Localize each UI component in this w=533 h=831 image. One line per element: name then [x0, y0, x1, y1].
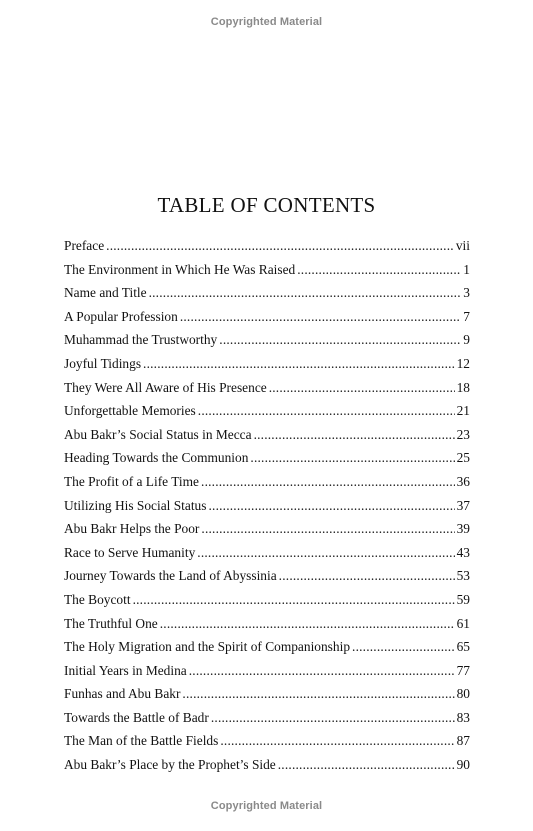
- copyright-watermark-top: Copyrighted Material: [210, 16, 323, 28]
- toc-dot-leader: [106, 238, 454, 254]
- toc-entry-page: 36: [456, 473, 470, 489]
- toc-entry-title: The Truthful One: [64, 615, 158, 631]
- toc-entry-page: 7: [463, 308, 470, 324]
- toc-entry-page: 90: [456, 757, 470, 773]
- toc-entry-title: The Holy Migration and the Spirit of Companionship: [64, 639, 351, 655]
- toc-entry-title: The Boycott: [64, 591, 131, 607]
- toc-entry-page: 65: [456, 639, 470, 655]
- toc-entry: [64, 498, 470, 522]
- toc-entry-title: Muhammad the Trustworthy: [64, 332, 218, 348]
- toc-dot-leader: [211, 710, 455, 726]
- toc-entry-title: Unforgettable Memories: [64, 403, 196, 419]
- toc-entry: [64, 592, 470, 616]
- toc-entry-title: Journey Towards the Land of Abyssinia: [64, 568, 277, 584]
- toc-dot-leader: [219, 332, 461, 348]
- toc-entry-page: 77: [456, 662, 470, 678]
- toc-dot-leader: [197, 545, 454, 561]
- toc-entry-page: 9: [463, 332, 470, 348]
- toc-entry-page: 3: [463, 285, 470, 301]
- toc-entry: [64, 686, 470, 710]
- toc-entry-title: Heading Towards the Communion: [64, 450, 249, 466]
- toc-entry-title: Abu Bakr’s Place by the Prophet’s Side: [64, 757, 276, 773]
- toc-entry: [64, 710, 470, 734]
- toc-dot-leader: [149, 285, 462, 301]
- toc-entry-page: 12: [456, 355, 470, 371]
- toc-entry: [64, 450, 470, 474]
- toc-entry-title: The Profit of a Life Time: [64, 473, 200, 489]
- toc-entry: [64, 309, 470, 333]
- toc-entry-page: 25: [456, 450, 470, 466]
- toc-dot-leader: [279, 568, 455, 584]
- toc-dot-leader: [220, 733, 454, 749]
- toc-dot-leader: [297, 262, 461, 278]
- toc-entry-page: 23: [456, 426, 470, 442]
- toc-dot-leader: [201, 474, 455, 490]
- toc-dot-leader: [198, 403, 455, 419]
- toc-entry-page: 59: [456, 591, 470, 607]
- toc-entry: [64, 238, 470, 262]
- toc-entry: [64, 616, 470, 640]
- copyright-watermark-bottom: Copyrighted Material: [210, 800, 323, 812]
- toc-dot-leader: [182, 686, 454, 702]
- toc-entry-page: 21: [456, 403, 470, 419]
- toc-entry-page: 87: [456, 733, 470, 749]
- page-title: TABLE OF CONTENTS: [157, 193, 376, 217]
- toc-dot-leader: [201, 521, 454, 537]
- toc-entry: [64, 733, 470, 757]
- toc-entry: [64, 332, 470, 356]
- toc-entry-title: Name and Title: [64, 285, 147, 301]
- toc-entry-page: 18: [456, 379, 470, 395]
- toc-entry: [64, 380, 470, 404]
- toc-entry-page: 53: [456, 568, 470, 584]
- toc-entry-title: The Environment in Which He Was Raised: [64, 261, 296, 277]
- toc-entry-page: 83: [456, 709, 470, 725]
- toc-entry-title: Utilizing His Social Status: [64, 497, 207, 513]
- toc-dot-leader: [352, 639, 455, 655]
- toc-entry-title: Race to Serve Humanity: [64, 544, 196, 560]
- toc-entry: [64, 427, 470, 451]
- toc-entry: [64, 262, 470, 286]
- toc-entry: [64, 285, 470, 309]
- table-of-contents: [64, 238, 470, 781]
- toc-entry-title: Joyful Tidings: [64, 355, 142, 371]
- toc-entry: [64, 757, 470, 781]
- toc-entry-title: Preface: [64, 238, 105, 253]
- toc-entry-page: 37: [456, 497, 470, 513]
- toc-entry-page: 43: [456, 544, 470, 560]
- toc-entry: [64, 474, 470, 498]
- toc-dot-leader: [180, 309, 461, 325]
- toc-entry-title: Towards the Battle of Badr: [64, 709, 209, 725]
- toc-entry-title: The Man of the Battle Fields: [64, 733, 219, 749]
- toc-entry: [64, 568, 470, 592]
- toc-entry-title: Funhas and Abu Bakr: [64, 686, 181, 702]
- toc-entry-page: 39: [456, 521, 470, 537]
- toc-entry: [64, 639, 470, 663]
- toc-dot-leader: [143, 356, 455, 372]
- toc-entry: [64, 663, 470, 687]
- toc-entry: [64, 545, 470, 569]
- toc-dot-leader: [278, 757, 455, 773]
- toc-entry-page: vii: [455, 238, 470, 253]
- toc-dot-leader: [254, 427, 455, 443]
- toc-entry-title: Initial Years in Medina: [64, 662, 187, 678]
- toc-dot-leader: [208, 498, 454, 514]
- toc-entry-page: 1: [463, 261, 470, 277]
- toc-dot-leader: [189, 663, 455, 679]
- toc-dot-leader: [160, 616, 455, 632]
- toc-entry-page: 80: [456, 686, 470, 702]
- toc-entry-title: A Popular Profession: [64, 308, 178, 324]
- toc-entry: [64, 403, 470, 427]
- toc-dot-leader: [269, 380, 455, 396]
- toc-entry-title: Abu Bakr’s Social Status in Mecca: [64, 426, 252, 442]
- toc-dot-leader: [250, 450, 454, 466]
- toc-entry-page: 61: [456, 615, 470, 631]
- toc-entry: [64, 521, 470, 545]
- toc-entry: [64, 356, 470, 380]
- toc-dot-leader: [133, 592, 455, 608]
- toc-entry-title: They Were All Aware of His Presence: [64, 379, 267, 395]
- toc-entry-title: Abu Bakr Helps the Poor: [64, 521, 200, 537]
